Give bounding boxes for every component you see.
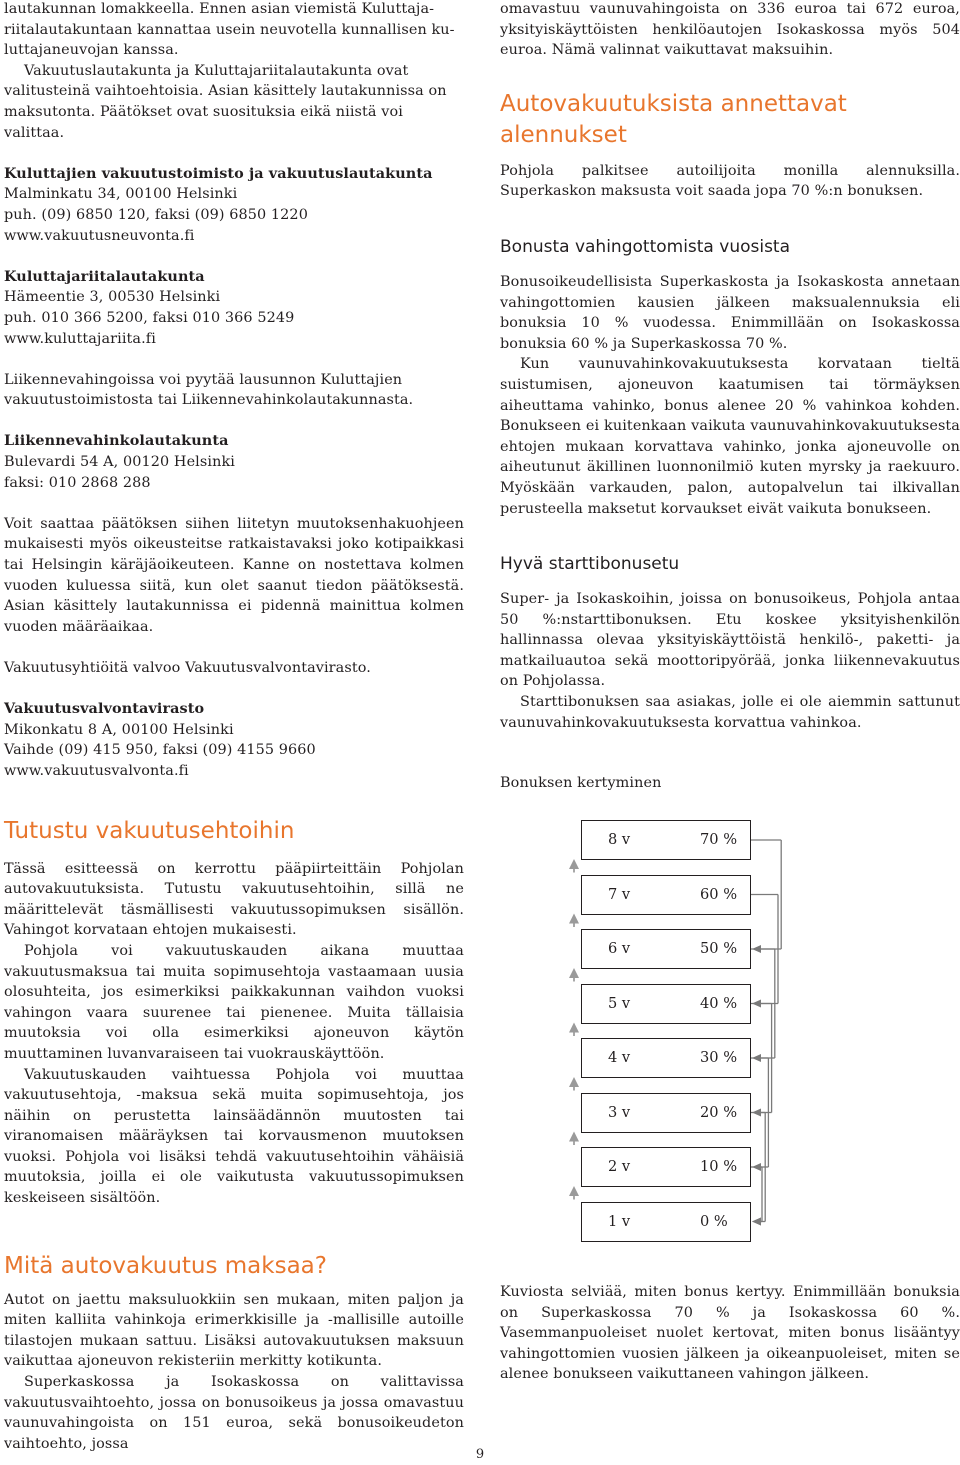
terms-paragraph-2: Pohjola voi vakuutuskauden aikana muuttaa vakuutusmaksua tai muita sopimusehtoja vastaamaan uusia olosuhteita, jos esimerkiksi paikkakunnan vaihdon vuoksi vahingon vaara suurenee tai pienenee. Muita tällaisia muutoksia voi olla esimerkiksi ajoneuvon käytön muuttaminen luvanvaraiseen tai vuokrauskäyttöön. [4, 942, 464, 1062]
starttibonus-paragraph-2: Starttibonuksen saa asiakas, jolle ei ole aiemmin sattunut vaunuvahinkovakuutuksesta korvattua vahinkoa. [500, 694, 960, 731]
bonus-years: 2 v [608, 1158, 631, 1175]
bonus-years: 3 v [608, 1103, 631, 1121]
page-number: 9 [475, 1447, 485, 1462]
intro-line: riitalautakuntaan kannattaa usein neuvotella kunnallisen ku- [4, 21, 455, 38]
left-column [4, 0, 464, 1454]
office-vakuutusvalvonta [4, 699, 464, 781]
office-phone: puh. (09) 6850 120, faksi (09) 6850 1220 [4, 206, 308, 223]
intro-line: luttajaneuvojan kanssa. [4, 42, 179, 59]
bonus-row [581, 1147, 751, 1187]
office-name: Liikennevahinkolautakunta [4, 432, 229, 450]
bonus-years: 4 v [608, 1049, 631, 1066]
bonus-paragraph-1: Bonusoikeudellisista Superkaskosta ja Isokaskosta annetaan vahingottomien kausien jälkeen maksualennuksia eli bonuksia 10 % vuodessa. Enimmillään on Isokaskossa bonuksia 60 % ja Superkaskossa 70 %. [500, 273, 960, 352]
bonus-percent: 40 % [700, 994, 738, 1012]
arrow-head [569, 1132, 579, 1142]
cost-paragraph-1: Autot on jaettu maksuluokkiin sen mukaan, miten paljon ja miten kalliita vahinkoja erimerkkisille ja -mallisille autoille tilastojen mukaan sattuu. Lisäksi autovakuutuksen maksuun vaikuttaa ajoneuvon rekisteriin merkitty kotikunta. [4, 1291, 464, 1370]
bonus-percent: 70 % [700, 831, 738, 848]
bonus-row [581, 984, 751, 1024]
supervisor-note: Vakuutusyhtiöitä valvoo Vakuutusvalvontavirasto. [4, 660, 371, 676]
traffic-note: Liikennevahingoissa voi pyytää lausunnon Kuluttajien vakuutustoimistosta tai Liikennevahinkolautakunnasta. [4, 371, 414, 409]
office-website[interactable]: www.kuluttajariita.fi [4, 330, 156, 347]
office-liikennevahinko [4, 431, 464, 493]
office-phone: Vaihde (09) 415 950, faksi (09) 4155 9660 [4, 742, 316, 759]
intro-line: lautakunnan lomakkeella. Ennen asian viemistä Kuluttaja- [4, 1, 435, 17]
terms-paragraph-3: Vakuutuskauden vaihtuessa Pohjola voi muuttaa vakuutusehtoja, -maksua sekä muita sopimusehtoja, jos näihin on perustetta lainsäädännön muutosten tai viranomaisen määräyksen tai korvausmenon muutoksen vuoksi. Pohjola voi lisäksi tehdä vakuutusehtoihin vähäisiä muutoksia, joilla ei ole vaikutusta vakuutussopimuksen keskeiseen sisältöön. [4, 1066, 464, 1207]
bonus-years: 5 v [608, 994, 631, 1012]
intro-text [4, 0, 464, 61]
cost-paragraph-2: Superkaskossa ja Isokaskossa on valittavissa vakuutusvaihtoehto, jossa on bonusoikeus ja jossa omavastuu vaunuvahingoista on 151 euroa, sekä bonusoikeudeton vaihtoehto, jossa [4, 1374, 464, 1452]
heading-cost: Mitä autovakuutus maksaa? [4, 1252, 327, 1279]
arrow-head [569, 1186, 579, 1196]
appeal-paragraph: Voit saattaa päätöksen siihen liitetyn muutoksenhakuohjeen mukaisesti myös oikeusteitse ratkaistavaksi joko kotipaikkasi tai Helsingin käräjäoikeuteen. Kanne on nostettava kolmen vuoden kuluessa siitä, kun olet saanut tiedon päätöksestä. Asian käsittely lautakunnissa ei pidennä mainittua kolmen vuoden määräaikaa. [4, 515, 464, 635]
bonus-percent: 50 % [700, 940, 738, 957]
bonus-percent: 20 % [700, 1103, 738, 1121]
bonus-row [581, 820, 751, 860]
heading-terms: Tutustu vakuutusehtoihin [4, 817, 295, 844]
heading-discounts [500, 89, 960, 151]
right-column [500, 0, 960, 794]
continued-paragraph: omavastuu vaunuvahingoista on 336 euroa tai 672 euroa, yksityiskäyttöisten henkilöautojen Isokaskossa myös 504 euroa. Nämä valinnat vaikuttavat maksuihin. [500, 1, 960, 59]
diagram-title: Bonuksen kertyminen [500, 775, 662, 792]
office-address: Malminkatu 34, 00100 Helsinki [4, 186, 238, 203]
bonus-percent: 60 % [700, 885, 738, 903]
arrow-head [569, 914, 579, 924]
bonus-row [581, 929, 751, 969]
arrow-head [569, 859, 579, 869]
office-address: Mikonkatu 8 A, 00100 Helsinki [4, 721, 234, 738]
bonus-row [581, 875, 751, 915]
bonus-years: 8 v [608, 831, 631, 848]
office-kuluttajariita [4, 267, 464, 349]
bonus-row [581, 1202, 751, 1242]
office-name: Kuluttajariitalautakunta [4, 267, 205, 285]
board-alternatives-paragraph: Vakuutuslautakunta ja Kuluttajariitalautakunta ovat valitusteinä vaihtoehtoisia. Asian käsittely lautakunnissa on maksutonta. Päätökset ovat suosituksia eikä niistä voi valittaa. [4, 62, 447, 141]
bonus-percent: 10 % [700, 1158, 738, 1175]
bonus-row [581, 1038, 751, 1078]
office-name: Kuluttajien vakuutustoimisto ja vakuutuslautakunta [4, 164, 433, 182]
bonus-paragraph-2: Kun vaunuvahinkovakuutuksesta korvataan tieltä suistumisen, ajoneuvon kaatumisen tai törmäyksen aiheuttama vahinko, bonus alenee 20 % vahinkoa kohden. Bonukseen ei kuitenkaan vaikuta vaunuvahinkovakuutuksesta ehtojen mukaan korvattava vahinko, jonka ajoneuvolle on aiheutunut äkillinen luonnonilmiö kuten myrsky ja raekuuro. Myöskään varkauden, palon, autopalvelun tai ilkivallan perusteella maksetut korvaukset eivät vaikuta bonukseen. [500, 356, 960, 517]
office-website[interactable]: www.vakuutusneuvonta.fi [4, 227, 195, 244]
diagram-caption: Kuviosta selviää, miten bonus kertyy. Enimmillään bonuksia on Superkaskossa 70 % ja Isokaskossa 60 %. Vasemmanpuoleiset nuolet kertovat, miten bonus lisääntyy vahingottomien vuosien jälkeen ja oikeanpuoleiset, miten se alenee bonukseen vaikuttaneen vahingon jälkeen. [500, 1284, 960, 1383]
heading-discounts-line-2: alennukset [500, 121, 627, 148]
arrow-head [752, 1218, 761, 1226]
heading-bonus: Bonusta vahingottomista vuosista [500, 236, 791, 257]
office-website[interactable]: www.vakuutusvalvonta.fi [4, 762, 189, 779]
office-phone: puh. 010 366 5200, faksi 010 366 5249 [4, 309, 295, 326]
office-address: Bulevardi 54 A, 00120 Helsinki [4, 454, 235, 471]
bonus-percent: 30 % [700, 1049, 738, 1066]
terms-paragraph-1: Tässä esitteessä on kerrottu pääpiirteittäin Pohjolan autovakuutuksista. Tutustu vakuutusehtoihin, sillä ne määrittelevät täsmällisesti vakuutussopimuksen sisällön. Vahingot korvataan ehtojen mukaisesti. [4, 860, 464, 939]
bonus-years: 1 v [608, 1212, 631, 1230]
bonus-row [581, 1093, 751, 1133]
arrow-head [569, 1077, 579, 1087]
bonus-percent: 0 % [700, 1212, 728, 1230]
starttibonus-paragraph-1: Super- ja Isokaskoihin, joissa on bonusoikeus, Pohjola antaa 50 %:nstarttibonuksen. Etu koskee yksityishenkilön hallinnassa olevaa yksityiskäyttöistä henkilö-, paketti- ja matkailuautoa sekä moottoripyörää, jonka liikennevakuutus on Pohjolassa. [500, 591, 960, 690]
bonus-years: 6 v [608, 940, 631, 957]
office-fax: faksi: 010 2868 288 [4, 474, 151, 491]
arrow-head [569, 968, 579, 978]
office-address: Hämeentie 3, 00530 Helsinki [4, 289, 221, 306]
office-vakuutustoimisto [4, 164, 464, 246]
office-name: Vakuutusvalvontavirasto [4, 700, 205, 718]
bonus-accumulation-diagram [540, 820, 800, 1240]
discounts-paragraph: Pohjola palkitsee autoilijoita monilla alennuksilla. Superkaskon maksusta voit saada jopa 70 %:n bonuksen. [500, 162, 960, 200]
arrow-head [569, 1023, 579, 1033]
heading-discounts-line-1: Autovakuutuksista annettavat [500, 90, 847, 117]
bonus-years: 7 v [608, 885, 631, 903]
heading-starttibonus: Hyvä starttibonusetu [500, 554, 680, 575]
